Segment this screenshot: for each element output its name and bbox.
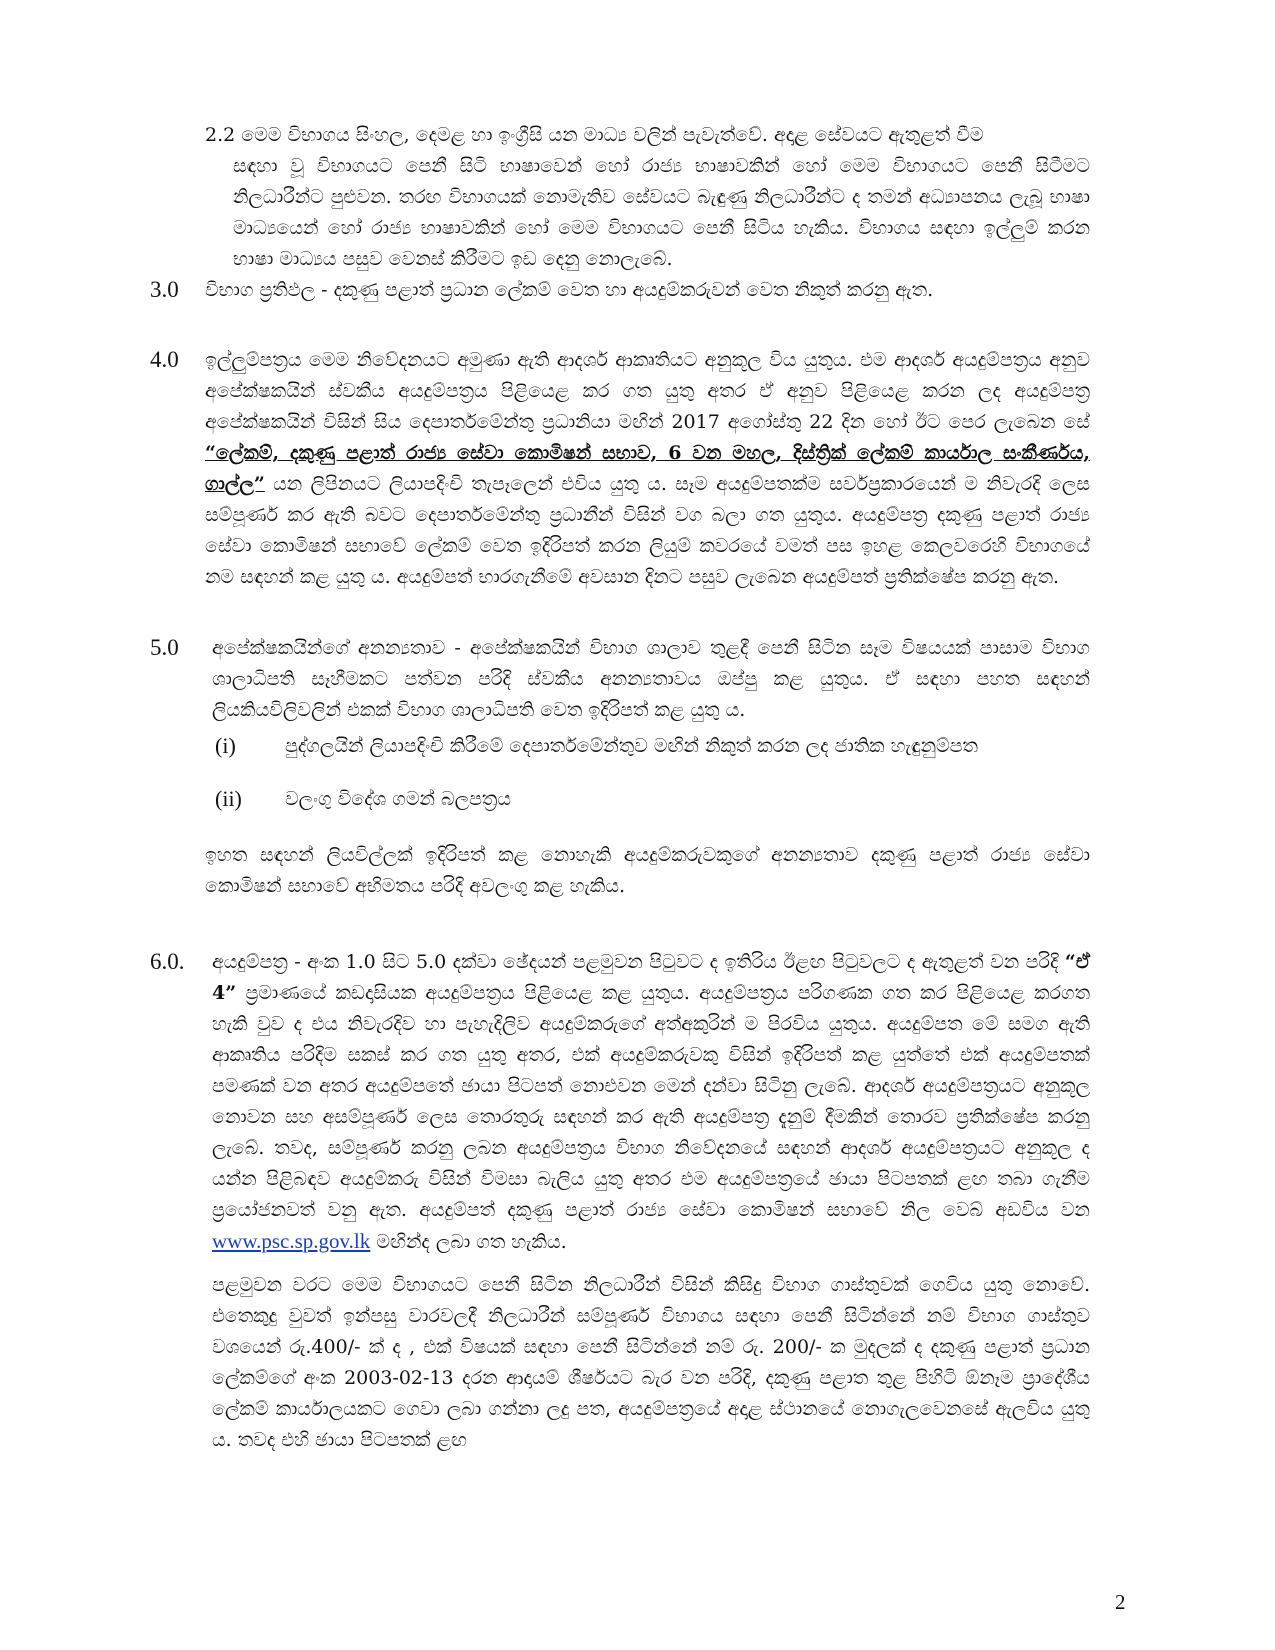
section-3-0-text: විභාග ප්‍රතිඵල - දකුණු පළාත් ප්‍රධාන ලේකම් වෙත හා අයදුම්කරුවන් වෙත නිකුත් කරනු ඇත. [205, 279, 934, 301]
section-2-2-first-line: 2.2 මෙම විභාගය සිංහල, දෙමළ හා ඉංග්‍රීසි යන මාධ්‍ය වලින් පැවැත්වේ. අදාළ සේවයට ඇතුළත් වීම [205, 124, 984, 146]
list-item-number: (i) [215, 733, 236, 758]
website-link[interactable]: www.psc.sp.gov.lk [212, 1229, 371, 1253]
section-2-2-text: සඳහා වූ විභාගයට පෙනී සිටි භාෂාවෙන් හෝ රාජ්‍ය භාෂාවකින් හෝ මෙම විභාගයට පෙනී සිටීමට නිලධාරීන්ට පුළුවන. තරඟ විභාගයක් නොමැතිව සේවයට බැඳුණු නිලධාරීන්ට ද තමන් අධ්‍යාපනය ලැබූ භාෂා මාධ්‍යයෙන් හෝ රාජ්‍ය භාෂාවකින් හෝ මෙම විභාගයට පෙනී සිටිය හැකිය. විභාගය සඳහා ඉල්ලුම් කරන භාෂා මාධ්‍යය පසුව වෙනස් කිරීමට ඉඩ දෙනු නොලැබේ. [233, 155, 1090, 270]
section-4-0-text-part2: යන ලිපිනයට ලියාපදිංචි තැපෑලෙන් එවිය යුතු ය. සෑම අයදුම්පතක්ම සර්වප්‍රකාරයෙන් ම නිවැරදි ලෙස සම්පූර්ණ කර ඇති බවට දෙපාර්තමේන්තු ප්‍රධානීන් විසින් වග බලා ගත යුතුය. අයදුම්පත්‍ර දකුණු පළාත් රාජ්‍ය සේවා කොමිෂන් සභාවේ ලේකම් වෙත ඉදිරිපත් කරන ලියුම් කවරයේ වමත් පස ඉහළ කෙලවරෙහි විභාගයේ නම සඳහන් කළ යුතු ය. අයදුම්පත් භාරගැනීමේ අවසාන දිනට පසුව ලැබෙන අයදුම්පත් ප්‍රතික්ෂේප කරනු ඇත. [205, 473, 1090, 588]
section-3-0-number: 3.0 [150, 277, 179, 302]
section-2-2 [205, 120, 1090, 151]
section-6-0-text-part3: මඟින්ද ලබා ගත හැකිය. [376, 1231, 567, 1253]
list-item-text: වලංගු විදේශ ගමන් බලපත්‍රය [285, 788, 512, 810]
paper-size-label: “ඒ 4” [212, 951, 1090, 1004]
section-6-0-text-part1: අයදුම්පත්‍ර - අංක 1.0 සිට 5.0 දක්වා ඡේදයන් පළමුවන පිටුවට ද ඉතිරිය ඊළඟ පිටුවලට ද ඇතුළත් වන පරිදි [212, 951, 1059, 973]
section-4-0-text-part1: ඉල්ලුම්පත්‍රය මෙම නිවේදනයට අමුණා ඇති ආදර්ශ ආකෘතියට අනුකූල විය යුතුය. එම ආදර්ශ අයදුම්පත්‍රය අනුව අපේක්ෂකයින් ස්වකීය අයදුම්පත්‍රය පිළියෙළ කර ගත යුතු අතර ඒ අනුව පිළියෙළ කරන ලද අයදුම්පත්‍ර අපේක්ෂකයින් විසින් සිය දෙපාර්තමේන්තු ප්‍රධානියා මඟින් 2017 අගෝස්තු 22 දින හෝ ඊට පෙර ලැබෙන සේ [205, 349, 1090, 433]
section-5-0-note: ඉහත සඳහන් ලියවිල්ලක් ඉදිරිපත් කළ නොහැකි අයදුම්කරුවකුගේ අනන්‍යතාව දකුණු පළාත් රාජ්‍ය සේවා කොමිෂන් සභාවේ අභිමතය පරිදි අවලංගු කළ හැකිය. [205, 844, 1090, 897]
section-5-0-number: 5.0 [150, 635, 179, 660]
section-4-0 [205, 345, 1090, 593]
section-5-0-text: අපේක්ෂකයින්ගේ අනන්‍යතාව - අපේක්ෂකයින් විභාග ශාලාව තුළදී පෙනී සිටින සෑම විෂයයක් පාසාම විභාග ශාලාධිපති සෑහීමකට පත්වන පරිදි ස්වකීය අනන්‍යතාවය ඔප්පු කළ යුතුය. ඒ සඳහා පහත සඳහන් ලියකියවිලිවලින් එකක් විභාග ශාලාධිපති වෙත ඉදිරිපත් කළ යුතු ය. [212, 637, 1090, 721]
list-item-number: (ii) [215, 786, 242, 811]
section-6-0 [212, 947, 1090, 1258]
page-number: 2 [1115, 1590, 1126, 1614]
section-4-0-number: 4.0 [150, 347, 179, 372]
section-2-2-body [233, 151, 1090, 275]
exam-fee-paragraph: පළමුවන වරට මෙම විභාගයට පෙනී සිටින නිලධාරීන් විසින් කිසිදු විභාග ගාස්තුවක් ගෙවිය යුතු නොවේ. එතෙකුදු වුවත් ඉන්පසු වාරවලදී නිලධාරීන් සම්පූර්ණ විභාගය සඳහා පෙනී සිටින්නේ නම් විභාග ගාස්තුව වශයෙන් රු.400/- ක් ද , එක් විෂයක් සඳහා පෙනී සිටින්නේ නම් රු. 200/- ක මුදලක් ද දකුණු පළාත් ප්‍රධාන ලේකම්ගේ අංක 2003-02-13 දරන ආදායම් ශීර්ෂයට බැර වන පරිදි, දකුණු පළාත තුළ පිහිටි ඕනෑම ප්‍රාදේශීය ලේකම් කාර්යාලයකට ගෙවා ලබා ගන්නා ලදු පත, අයදුම්පත්‍රයේ අදාළ ස්ථානයේ නොගැලවෙනසේ ඇලවිය යුතු ය. තවද එහි ඡායා පිටපතක් ළඟ [212, 1274, 1090, 1451]
submission-address: “ලේකම්, දකුණු පළාත් රාජ්‍ය සේවා කොමිෂන් සභාව, 6 වන මහල, දිස්ත්‍රික් ලේකම් කාර්යාල සංකීර්ණය, ගාල්ල” [205, 442, 1090, 495]
section-6-0-text-part2: ප්‍රමාණයේ කඩදාසියක අයදුම්පත්‍රය පිළියෙළ කළ යුතුය. අයදුම්පත්‍රය පරිගණක ගත කර පිළියෙළ කරගත හැකි වුව ද එය නිවැරදිව හා පැහැදිලිව අයදුම්කරුගේ අත්අකුරින් ම පිරවිය යුතුය. අයදුම්පත මේ සමග ඇති ආකෘතිය පරිදිම සකස් කර ගත යුතු අතර, එක් අයදුම්කරුවකු විසින් ඉදිරිපත් කළ යුත්තේ එක් අයදුම්පතක් පමණක් වන අතර අයදුම්පතේ ඡායා පිටපත් නොඑවන මෙන් දන්වා සිටිනු ලැබේ. ආදර්ශ අයදුම්පත්‍රයට අනුකූල නොවන සහ අසම්පූර්ණ ලෙස තොරතුරු සඳහන් කර ඇති අයදුම්පත්‍ර දැනුම් දීමකින් තොරව ප්‍රතික්ෂේප කරනු ලැබේ. තවද, සම්පූර්ණ කරනු ලබන අයදුම්පත්‍රය විභාග නිවේදනයේ සඳහන් ආදර්ශ අයදුම්පත්‍රයට අනුකූල ද යන්න පිළිබඳව අයදුම්කරු විසින් විමසා බැලිය යුතු අතර එම අයදුම්පත්‍රයේ ඡායා පිටපතක් ළඟ තබා ගැනීම ප්‍රයෝජනවත් වනු ඇත. අයදුම්පත් දකුණු පළාත් රාජ්‍ය සේවා කොමිෂන් සභාවේ නිල වෙබ් අඩවිය වන [212, 982, 1090, 1221]
list-item-text: පුද්ගලයින් ලියාපදිංචි කිරීමේ දෙපාර්තමේන්තුව මඟින් නිකුත් කරන ලද ජාතික හැඳුනුම්පත [285, 735, 978, 757]
section-6-0-number: 6.0. [150, 949, 185, 974]
